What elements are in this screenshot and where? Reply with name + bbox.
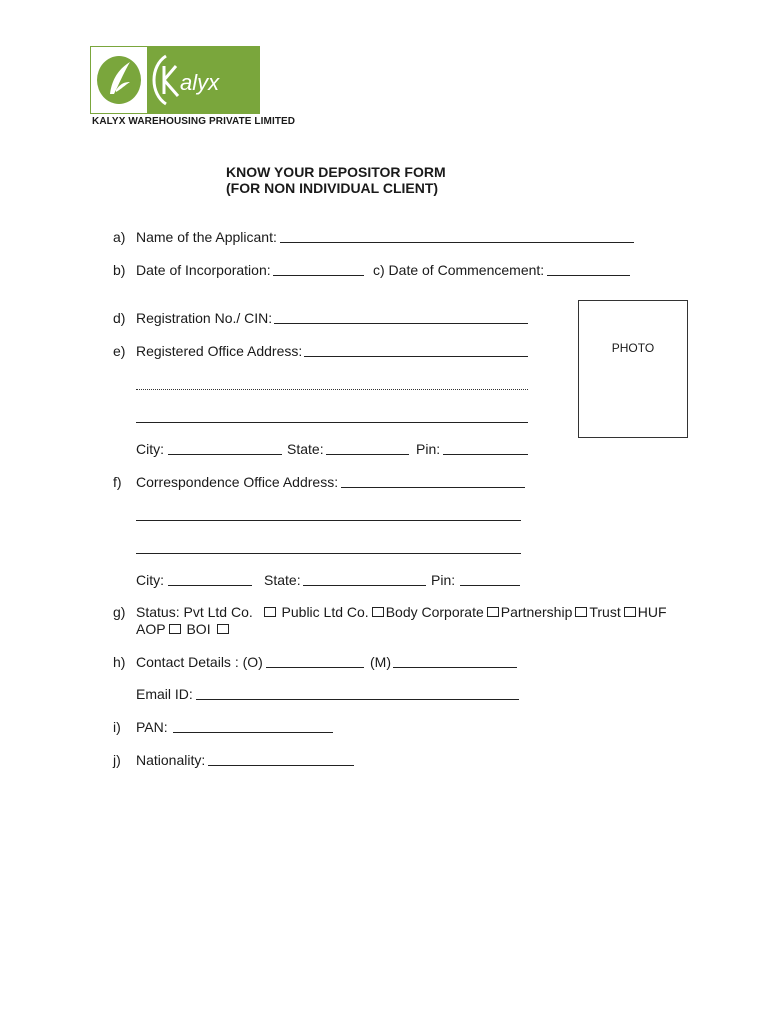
correspondence-address-line-1[interactable]	[341, 487, 525, 488]
correspondence-city-label: City:	[136, 572, 164, 588]
pan-label: PAN:	[136, 719, 168, 735]
status-option-label: Trust	[589, 604, 621, 620]
status-pvt-ltd-checkbox[interactable]	[264, 607, 276, 617]
registered-state-label: State:	[287, 441, 324, 457]
contact-mobile-field[interactable]	[393, 667, 517, 668]
correspondence-state-field[interactable]	[303, 585, 426, 586]
contact-office-label: Contact Details : (O)	[136, 654, 263, 670]
form-subtitle: (FOR NON INDIVIDUAL CLIENT)	[226, 180, 439, 196]
status-aop-checkbox[interactable]	[169, 624, 181, 634]
nationality-field[interactable]	[208, 765, 354, 766]
registered-city-field[interactable]	[168, 454, 282, 455]
field-marker-h: h)	[113, 654, 126, 670]
applicant-name-field[interactable]	[280, 242, 634, 243]
registered-address-line-2[interactable]	[136, 389, 528, 390]
field-marker-g: g)	[113, 604, 126, 620]
form-title: KNOW YOUR DEPOSITOR FORM	[226, 164, 446, 180]
field-marker-a: a)	[113, 229, 126, 245]
kalyx-logo	[90, 46, 260, 114]
field-marker-b: b)	[113, 262, 126, 278]
status-label: Status:	[136, 604, 180, 620]
status-row-1	[136, 604, 667, 620]
field-marker-f: f)	[113, 474, 122, 490]
registered-address-line-1[interactable]	[304, 356, 528, 357]
status-option-label: Partnership	[500, 604, 573, 620]
nationality-label: Nationality:	[136, 752, 206, 768]
contact-mobile-label: (M)	[370, 654, 391, 670]
status-body-corporate-checkbox[interactable]	[487, 607, 499, 617]
status-option-label: Body Corporate	[385, 604, 484, 620]
email-field[interactable]	[196, 699, 519, 700]
field-marker-e: e)	[113, 343, 126, 359]
correspondence-pin-field[interactable]	[460, 585, 520, 586]
correspondence-state-label: State:	[264, 572, 301, 588]
registration-no-label: Registration No./ CIN:	[136, 310, 273, 326]
registration-no-field[interactable]	[274, 323, 528, 324]
correspondence-address-label: Correspondence Office Address:	[136, 474, 339, 490]
registered-address-line-3[interactable]	[136, 422, 528, 423]
incorporation-date-label: Date of Incorporation:	[136, 262, 271, 278]
correspondence-address-line-3[interactable]	[136, 553, 521, 554]
status-public-ltd-checkbox[interactable]	[372, 607, 384, 617]
registered-city-label: City:	[136, 441, 164, 457]
logo-wordmark: alyx	[180, 70, 220, 95]
correspondence-city-field[interactable]	[168, 585, 252, 586]
registered-pin-field[interactable]	[443, 454, 528, 455]
status-option-label: AOP	[136, 621, 166, 637]
correspondence-pin-label: Pin:	[431, 572, 456, 588]
incorporation-date-field[interactable]	[273, 275, 364, 276]
email-label: Email ID:	[136, 686, 193, 702]
status-trust-checkbox[interactable]	[624, 607, 636, 617]
status-boi-checkbox[interactable]	[217, 624, 229, 634]
status-option-label: BOI	[186, 621, 211, 637]
status-partnership-checkbox[interactable]	[575, 607, 587, 617]
pan-field[interactable]	[173, 732, 333, 733]
registered-state-field[interactable]	[326, 454, 409, 455]
field-marker-d: d)	[113, 310, 126, 326]
status-option-label: Pvt Ltd Co.	[183, 604, 253, 620]
correspondence-address-line-2[interactable]	[136, 520, 521, 521]
photo-box[interactable]	[578, 300, 688, 438]
commencement-date-label: c) Date of Commencement:	[373, 262, 545, 278]
commencement-date-field[interactable]	[547, 275, 630, 276]
applicant-name-label: Name of the Applicant:	[136, 229, 277, 245]
photo-label: PHOTO	[611, 341, 655, 355]
field-marker-i: i)	[113, 719, 121, 735]
company-name: KALYX WAREHOUSING PRIVATE LIMITED	[92, 116, 296, 127]
contact-office-field[interactable]	[266, 667, 364, 668]
status-option-label: HUF	[637, 604, 667, 620]
status-option-label: Public Ltd Co.	[281, 604, 369, 620]
status-row-2	[136, 621, 231, 637]
field-marker-j: j)	[113, 752, 121, 768]
registered-pin-label: Pin:	[416, 441, 441, 457]
registered-address-label: Registered Office Address:	[136, 343, 303, 359]
